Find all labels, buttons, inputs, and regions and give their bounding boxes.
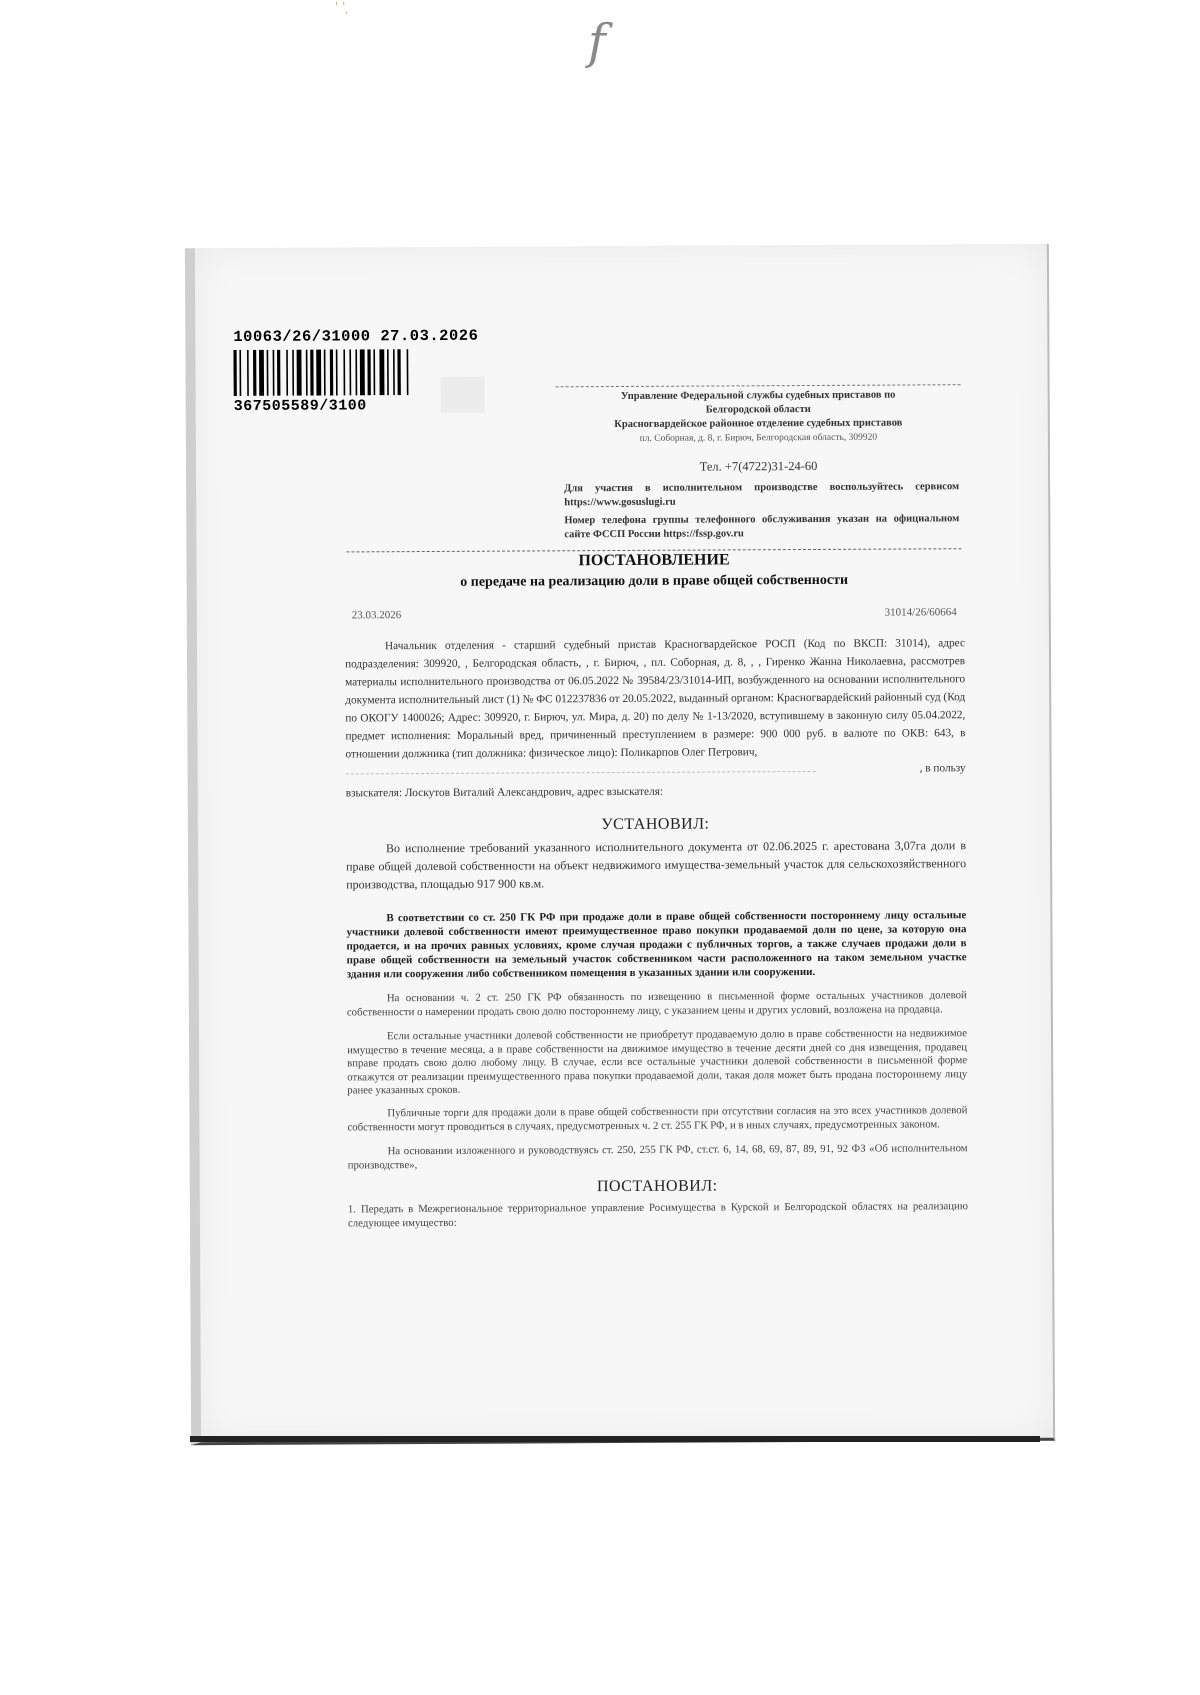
- authority-phone: Тел. +7(4722)31-24-60: [699, 458, 818, 474]
- scanned-document-sheet: [185, 244, 1055, 1446]
- resolution-item-1: 1. Передать в Межрегиональное территориальное управление Росимущества в Курской и Белгородской областях на реализацию следующее имущество:: [347, 1200, 968, 1229]
- redacted-line: [346, 770, 816, 774]
- barcode-number: 367505589/3100: [233, 397, 367, 416]
- established-paragraph: Во исполнение требований указанного исполнительного документа от 02.06.2025 г. арестована 3,07га доли в праве общей долевой собственности на объект недвижимого имущества-земельный участок для сельскохозяйственного производства, площадью 917 900 кв.м.: [346, 838, 967, 892]
- in-favor-text: , в пользу: [919, 762, 966, 775]
- document-subtitle: о передаче на реализацию доли в праве общей собственности: [460, 572, 849, 590]
- sheet-edge-shadow: [190, 1436, 1040, 1442]
- document-number: 31014/26/60664: [884, 606, 957, 619]
- authority-header: [556, 384, 961, 446]
- basis-paragraph: На основании изложенного и руководствуясь ст. 250, 255 ГК РФ, ст.ст. 6, 14, 68, 69, 87, 89, 91, 92 ФЗ «Об исполнительном производстве»,: [347, 1142, 968, 1171]
- heading-established: УСТАНОВИЛ:: [601, 815, 710, 834]
- document-date: 23.03.2026: [351, 609, 402, 622]
- barcode-icon: [233, 349, 431, 396]
- note-gosuslugi: Для участия в исполнительном производстве воспользуйтесь сервисом https://www.gosuslugi.ru: [564, 481, 960, 509]
- auction-paragraph: Публичные торги для продажи доли в праве общей собственности при отсутствии согласия на это всех участников долевой собственности могут проводиться в случаях, предусмотренных ч. 2 ст. 255 ГК РФ, и в иных случаях, предусмотренных законом.: [347, 1104, 968, 1133]
- handwritten-margin-mark: f: [588, 14, 606, 70]
- legal-basis-bold-paragraph: В соответствии со ст. 250 ГК РФ при продаже доли в праве общей собственности постороннему лицу остальные участники долевой собственности имеют преимущественное право покупки продаваемой доли по цене, за которую она продается, и на прочих равных условиях, кроме случая продажи с публичных торгов, а также случаев продажи доли в праве общей собственности на земельный участок собственником части расположенного на таком земельном участке здания или сооружения либо собственником помещения в указанных здании или сооружении.: [346, 909, 967, 981]
- registration-number: 10063/26/31000 27.03.2026: [233, 326, 479, 347]
- refusal-paragraph: Если остальные участники долевой собственности не приобретут продаваемую долю в праве собственности на недвижимое имущество в течение месяца, а в праве собственности на движимое имущество в течение десяти дней со дня извещения, продавец вправе продать свою долю любому лицу. В случае, если все остальные участники долевой собственности в письменной форме откажутся от реализации преимущественного права покупки продаваемой доли, такая доля может быть продана постороннему лицу ранее указанных сроков.: [347, 1027, 968, 1097]
- claimant-line: взыскателя: Лоскутов Виталий Александрович, адрес взыскателя:: [345, 785, 664, 800]
- authority-line-2: Белгородской области: [705, 403, 811, 416]
- service-notes: [564, 480, 959, 542]
- note-hotline: Номер телефона группы телефонного обслуживания указан на официальном сайте ФССП России https://fssp.gov.ru: [564, 513, 960, 541]
- heading-resolved: ПОСТАНОВИЛ:: [596, 1177, 718, 1196]
- faint-stamp-area: [441, 377, 485, 413]
- notice-paragraph: На основании ч. 2 ст. 250 ГК РФ обязанность по извещению в письменной форме остальных участников долевой собственности о намерении продать свою долю постороннему лицу, с указанием цены и других условий, возложена на продавца.: [346, 989, 967, 1018]
- scan-speck: ˈ ˈ ̩: [335, 0, 350, 14]
- main-paragraph: Начальник отделения - старший судебный пристав Красногвардейское РОСП (Код по ВКСП: 31014), адрес подразделения: 309920, , Белгородская область, , г. Бирюч, , пл. Соборная, д. 8, , , Гиренко Жанна Николаевна, рассмотрев материалы исполнительного производства от 06.05.2022 № 39584/23/31014-ИП, возбужденного на основании исполнительного документа исполнительный лист (1) № ФС 012237836 от 20.05.2022, выданный органом: Красногвардейский районный суд (Код по ОКОГУ 1400026; Адрес: 309920, г. Бирюч, ул. Мира, д. 20) по делу № 1-13/2020, вступившему в законную силу 05.04.2022, предмет исполнения: Моральный вред, причиненный преступлением в размере: 900 000 руб. в валюте по ОКВ: 643, в отношении должника (тип должника: физическое лицо): Поликарпов Олег Петрович,: [345, 637, 966, 761]
- document-title: ПОСТАНОВЛЕНИЕ: [578, 551, 730, 570]
- authority-line-1: Управление Федеральной службы судебных приставов по: [620, 389, 896, 402]
- authority-line-3: Красногвардейское районное отделение судебных приставов: [614, 417, 903, 431]
- authority-address: пл. Соборная, д. 8, г. Бирюч, Белгородская область, 309920: [639, 432, 878, 444]
